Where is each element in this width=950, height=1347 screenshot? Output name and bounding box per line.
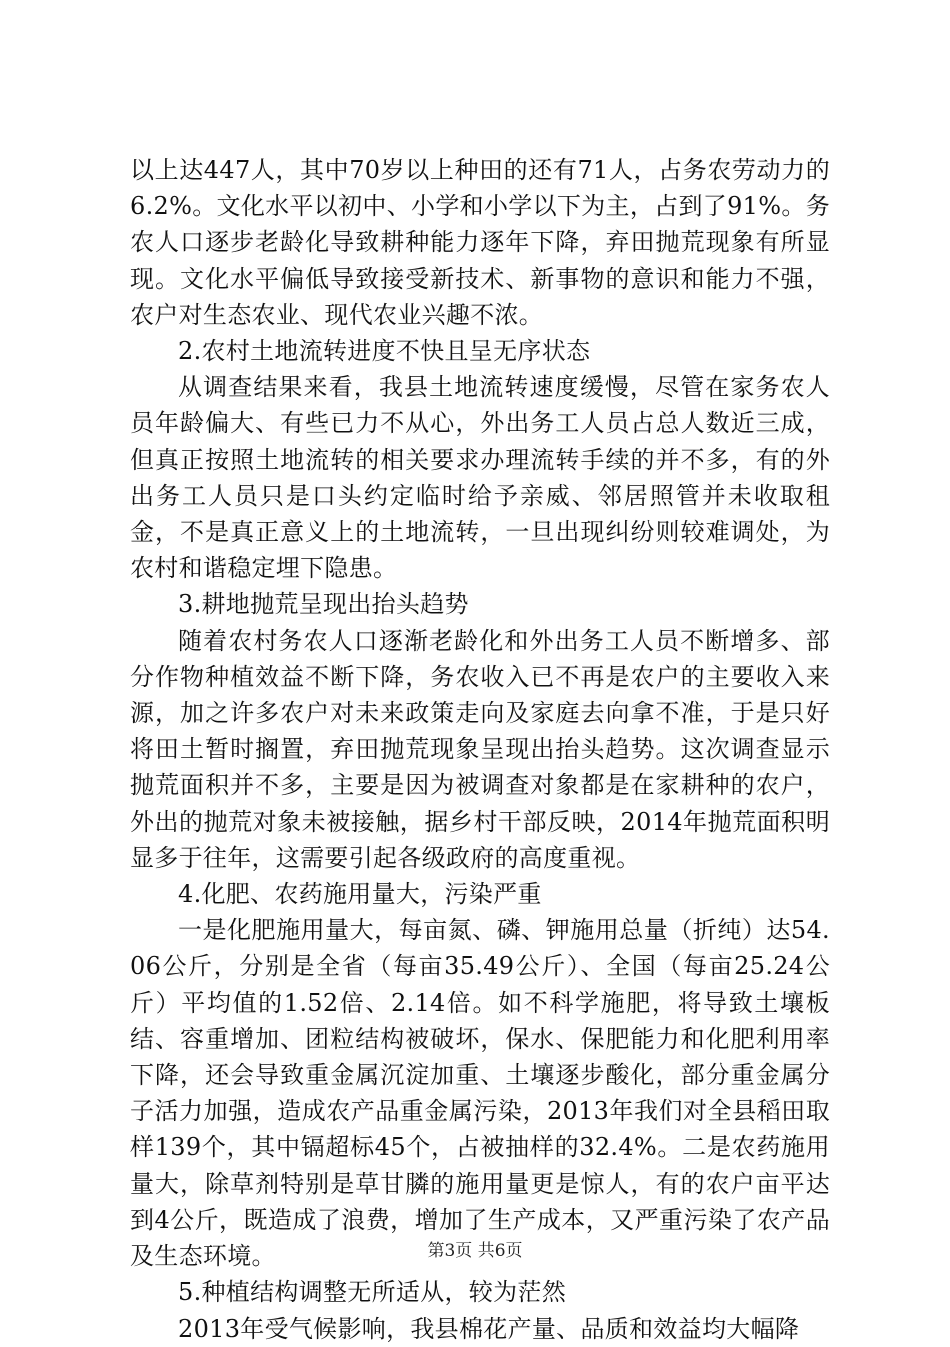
document-body [130,152,830,1347]
paragraph-fertilizer-pesticide: 一是化肥施用量大，每亩氮、磷、钾施用总量（折纯）达54.06公斤，分别是全省（每亩35.49公斤）、全国（每亩25.24公斤）平均值的1.52倍、2.14倍。如不科学施肥，将导致土壤板结、容重增加、团粒结构被破坏，保水、保肥能力和化肥利用率下降，还会导致重金属沉淀加重、土壤逐步酸化，部分重金属分子活力加强，造成农产品重金属污染，2013年我们对全县稻田取样139个，其中镉超标45个，占被抽样的32.4%。二是农药施用量大，除草剂特别是草甘膦的施用量更是惊人，有的农户亩平达到4公斤，既造成了浪费，增加了生产成本，又严重污染了农产品及生态环境。 [130,916,830,1271]
page-number-footer: 第3页 共6页 [427,1241,523,1261]
paragraph-continued: 以上达447人，其中70岁以上种田的还有71人，占务农劳动力的6.2%。文化水平以初中、小学和小学以下为主，占到了91%。务农人口逐步老龄化导致耕种能力逐年下降，弃田抛荒现象有所显现。文化水平偏低导致接受新技术、新事物的意识和能力不强，农户对生态农业、现代农业兴趣不浓。 [130,156,830,329]
section-heading-5: 5.种植结构调整无所适从，较为茫然 [178,1278,566,1307]
section-heading-2: 2.农村土地流转进度不快且呈无序状态 [178,337,591,366]
paragraph-land-transfer: 从调查结果来看，我县土地流转速度缓慢，尽管在家务农人员年龄偏大、有些已力不从心，外出务工人员占总人数近三成，但真正按照土地流转的相关要求办理流转手续的并不多，有的外出务工人员只是口头约定临时给予亲威、邻居照管并未收取租金，不是真正意义上的土地流转，一旦出现纠纷则较难调处，为农村和谐稳定埋下隐患。 [130,373,830,583]
paragraph-abandoned-land: 随着农村务农人口逐渐老龄化和外出务工人员不断增多、部分作物种植效益不断下降，务农收入已不再是农户的主要收入来源，加之许多农户对未来政策走向及家庭去向拿不准，于是只好将田土暂时搁置，弃田抛荒现象呈现出抬头趋势。这次调查显示抛荒面积并不多，主要是因为被调查对象都是在家耕种的农户，外出的抛荒对象未被接触，据乡村干部反映，2014年抛荒面积明显多于往年，这需要引起各级政府的高度重视。 [130,626,830,872]
section-heading-3: 3.耕地抛荒呈现出抬头趋势 [178,590,469,619]
paragraph-planting-structure: 2013年受气候影响，我县棉花产量、品质和效益均大幅降 [178,1314,800,1343]
section-heading-4: 4.化肥、农药施用量大，污染严重 [178,880,542,909]
